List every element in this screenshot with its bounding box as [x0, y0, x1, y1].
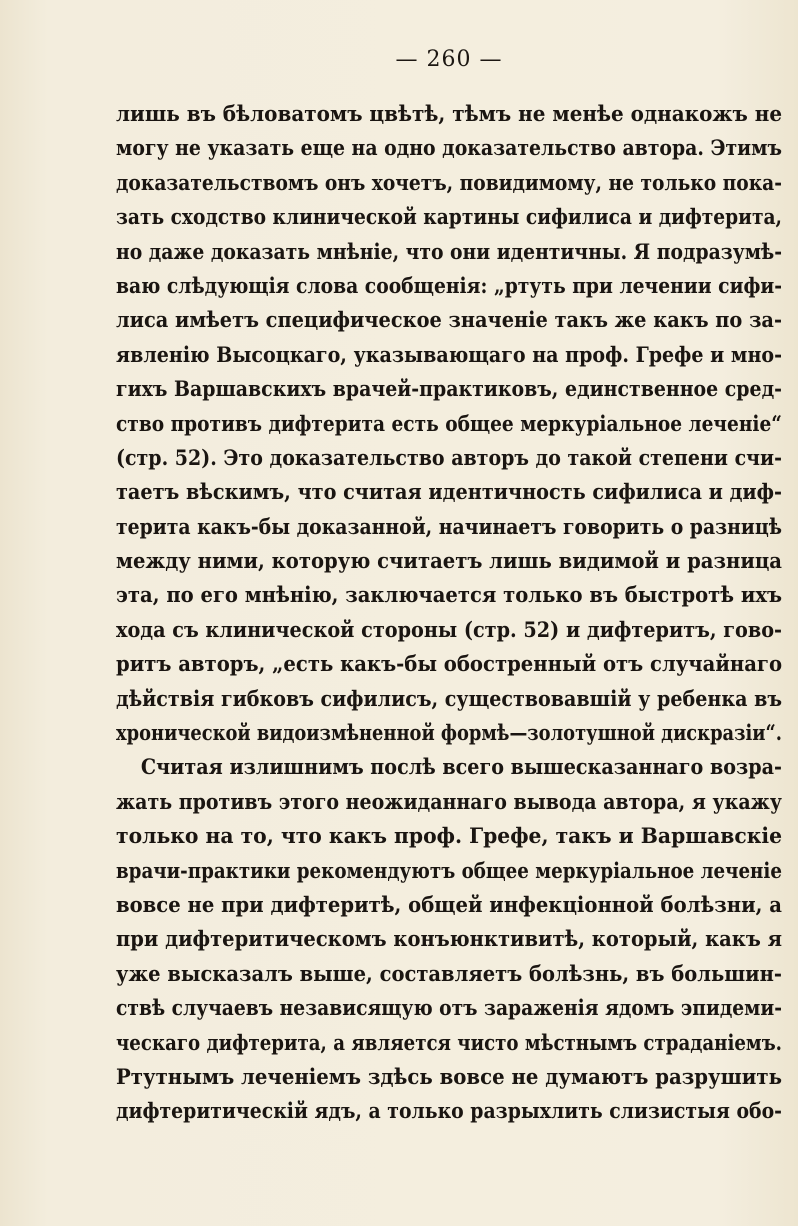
text-line: терита какъ-бы доказанной, начинаетъ говорить о разницѣ	[116, 514, 782, 540]
text-line: вовсе не при дифтеритѣ, общей инфекціонной болѣзни, а	[116, 892, 782, 918]
text-line: Ртутнымъ леченіемъ здѣсь вовсе не думаютъ разрушить	[116, 1064, 782, 1090]
text-line: уже высказалъ выше, составляетъ болѣзнь, въ большин-	[116, 961, 782, 987]
page-number: — 260 —	[395, 47, 503, 72]
text-line: ваю слѣдующія слова сообщенія: „ртуть при лечении сифи-	[116, 273, 783, 299]
text-line: гихъ Варшавскихъ врачей-практиковъ, единственное сред-	[116, 377, 783, 403]
text-line: лишь въ бѣловатомъ цвѣтѣ, тѣмъ не менѣе однакожъ не	[116, 102, 782, 127]
text-line: хронической видоизмѣненной формѣ—золотушной дискразіи“.	[116, 721, 782, 747]
text-line: ритъ авторъ, „есть какъ-бы обостренный отъ случайнаго	[116, 652, 782, 678]
text-line: лиса имѣетъ специфическое значеніе такъ же какъ по за-	[116, 308, 782, 334]
text-line: дифтеритическій ядъ, а только разрыхлить слизистыя обо-	[116, 1099, 782, 1125]
text-line: между ними, которую считаетъ лишь видимой и разница	[116, 549, 782, 575]
text-line: явленію Высоцкаго, указывающаго на проф. Грефе и мно-	[116, 342, 782, 368]
text-line: (стр. 52). Это доказательство авторъ до такой степени счи-	[116, 445, 782, 471]
text-line: но даже доказать мнѣніе, что они идентичны. Я подразумѣ-	[116, 239, 782, 265]
text-line: ство противъ дифтерита есть общее меркуріальное леченіе“	[116, 411, 782, 437]
text-line: ческаго дифтерита, а является чисто мѣстнымъ страданіемъ.	[116, 1030, 783, 1056]
text-line: ствѣ случаевъ независящую отъ зараженія ядомъ эпидеми-	[116, 996, 783, 1022]
text-line: хода съ клинической стороны (стр. 52) и дифтеритъ, гово-	[116, 617, 783, 643]
text-line: таетъ вѣскимъ, что считая идентичность сифилиса и диф-	[116, 480, 782, 506]
text-line: жать противъ этого неожиданнаго вывода автора, я укажу	[116, 789, 782, 815]
text-line: врачи-практики рекомендуютъ общее меркуріальное леченіе	[116, 858, 782, 884]
text-line: дѣйствія гибковъ сифилисъ, существовавшій у ребенка въ	[116, 686, 782, 712]
body-text	[116, 98, 782, 1130]
text-line: при дифтеритическомъ конъюнктивитѣ, который, какъ я	[116, 927, 782, 953]
text-line: могу не указать еще на одно доказательство автора. Этимъ	[116, 136, 782, 162]
text-line: эта, по его мнѣнію, заключается только въ быстротѣ ихъ	[116, 583, 783, 609]
text-line: только на то, что какъ проф. Грефе, такъ и Варшавскіе	[116, 824, 783, 850]
text-line: Считая излишнимъ послѣ всего вышесказаннаго возра-	[140, 755, 782, 781]
text-line: доказательствомъ онъ хочетъ, повидимому, не только пока-	[116, 170, 783, 196]
text-line: зать сходство клинической картины сифилиса и дифтерита,	[116, 205, 783, 231]
